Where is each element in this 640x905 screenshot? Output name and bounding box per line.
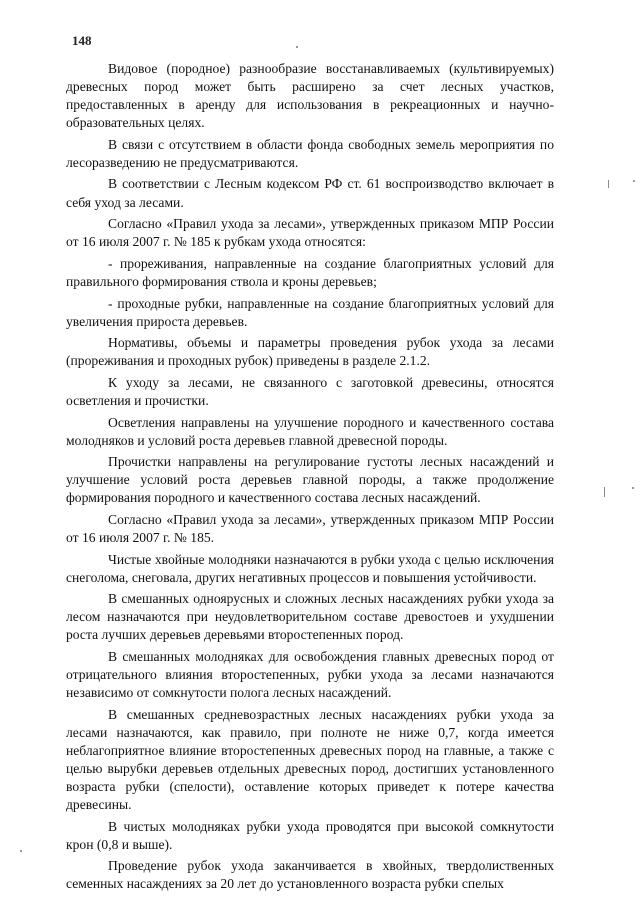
paragraph: Согласно «Правил ухода за лесами», утвержденных приказом МПР России от 16 июля 2007 г. № 185. xyxy=(66,512,554,546)
scan-artifact xyxy=(608,180,609,188)
paragraph: Нормативы, объемы и параметры проведения рубок ухода за лесами (прореживания и проходных рубок) приведены в разделе 2.1.2. xyxy=(66,335,554,369)
paragraph: Осветления направлены на улучшение породного и качественного состава молодняков и условий роста деревьев главной древесной породы. xyxy=(66,414,554,448)
paragraph: В смешанных одноярусных и сложных лесных насаждениях рубки ухода за лесом назначаются при неудовлетворительном составе древостоев и ухудшении роста лучших деревьев деревьями второстепенных пород. xyxy=(66,591,554,643)
paragraph: Чистые хвойные молодняки назначаются в рубки ухода с целью исключения снеголома, снеговала, других негативных процессов и повышения устойчивости. xyxy=(66,551,554,585)
paragraph: Согласно «Правил ухода за лесами», утвержденных приказом МПР России от 16 июля 2007 г. № 185 к рубкам ухода относятся: xyxy=(66,216,554,250)
paragraph: К уходу за лесами, не связанного с заготовкой древесины, относятся осветления и прочистки. xyxy=(66,374,554,408)
paragraph: В смешанных молодняках для освобождения главных древесных пород от отрицательного влияния второстепенных, рубки ухода за лесами назначаются независимо от сомкнутости полога лесных насаждений. xyxy=(66,649,554,701)
list-item: - проходные рубки, направленные на создание благоприятных условий для увеличения прироста деревьев. xyxy=(66,295,554,329)
paragraph: Видовое (породное) разнообразие восстанавливаемых (культивируемых) древесных пород может быть расширено за счет лесных участков, предоставленных в аренду для использования в рекреационных и научно-образовательных целях. xyxy=(66,61,554,131)
paragraph: В связи с отсутствием в области фонда свободных земель мероприятия по лесоразведению не предусматриваются. xyxy=(66,136,554,170)
paragraph: Проведение рубок ухода заканчивается в хвойных, твердолиственных семенных насаждениях за 20 лет до установленного возраста рубки спелых xyxy=(66,858,554,892)
scan-artifact xyxy=(296,46,298,48)
paragraph: В чистых молодняках рубки ухода проводятся при высокой сомкнутости крон (0,8 и выше). xyxy=(66,818,554,852)
scan-artifact xyxy=(604,487,605,497)
scan-artifact xyxy=(633,180,635,182)
paragraph: В смешанных средневозрастных лесных насаждениях рубки ухода за лесами назначаются, как правило, при полноте не ниже 0,7, когда имеется неблагоприятное влияние второстепенных древесных пород на главные, а также с целью вырубки деревьев отдельных древесных пород, достигших установленного возраста рубки (спелости), оставление которых приведет к потере качества древесины. xyxy=(66,706,554,813)
scan-artifact xyxy=(632,487,634,489)
list-item: - прореживания, направленные на создание благоприятных условий для правильного формирования ствола и кроны деревьев; xyxy=(66,255,554,289)
body-text xyxy=(66,60,554,897)
paragraph: В соответствии с Лесным кодексом РФ ст. 61 воспроизводство включает в себя уход за лесами. xyxy=(66,176,554,210)
scan-artifact xyxy=(20,850,22,852)
page-number: 148 xyxy=(72,33,92,48)
paragraph: Прочистки направлены на регулирование густоты лесных насаждений и улучшение условий роста деревьев главной породы, а также продолжение формирования породного и качественного состава лесных насаждений. xyxy=(66,454,554,506)
